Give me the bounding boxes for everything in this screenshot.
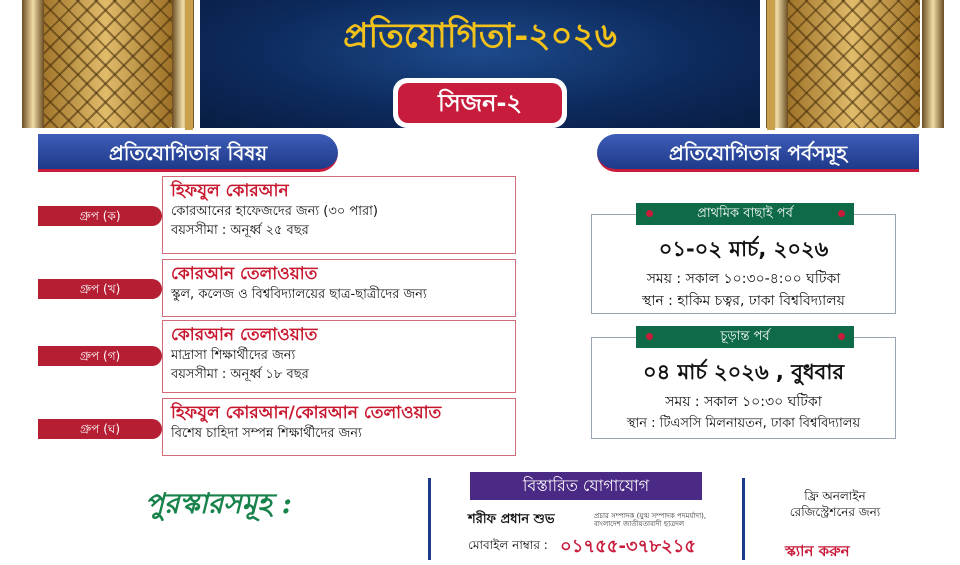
bullet-dot <box>646 210 653 217</box>
header-banner <box>0 0 960 130</box>
prelim-date: ০১-০২ মার্চ, ২০২৬ <box>658 237 829 261</box>
divider-line <box>742 478 745 560</box>
bullet-dot <box>838 210 845 217</box>
prelim-time: সময় : সকাল ১০:৩০-৪:০০ ঘটিকা <box>646 271 841 287</box>
prizes-title: পুরস্কারসমূহ : <box>145 487 292 520</box>
final-time: সময় : সকাল ১০:৩০ ঘটিকা <box>665 394 822 410</box>
bullet-dot <box>646 333 653 340</box>
contact-role: প্রচার সম্পাদক (যুগ্ম সম্পাদক পদমর্যাদা), বাংলাদেশ জাতীয়তাবাদী ছাত্রদল <box>594 512 707 528</box>
group-title: কোরআন তেলাওয়াত <box>171 264 318 284</box>
group-desc: বয়সসীমা : অনূর্ধ্ব ২৫ বছর <box>171 223 309 238</box>
group-title: হিফযুল কোরআন <box>171 181 289 201</box>
group-tag-ka: গ্রুপ (ক) <box>38 206 162 226</box>
contact-mobile: ০১৭৫৫-৩৭৮২১৫ <box>560 536 697 557</box>
registration-text: ফ্রি অনলাইন রেজিস্ট্রেশনের জন্য <box>789 489 881 519</box>
group-card-ga <box>162 320 516 393</box>
subjects-heading: প্রতিযোগিতার বিষয় <box>38 134 338 172</box>
prelim-stage-card <box>591 214 896 314</box>
group-card-kha <box>162 259 516 317</box>
divider-line <box>428 478 431 560</box>
group-tag-gha: গ্রুপ (ঘ) <box>38 419 162 439</box>
group-desc: কোরআনের হাফেজদের জন্য (৩০ পারা) <box>171 204 378 219</box>
group-card-ka <box>162 176 516 254</box>
group-tag-ga: গ্রুপ (গ) <box>38 346 162 366</box>
scan-text: স্ক্যান করুন <box>785 542 850 560</box>
pillar-decoration-right <box>922 0 944 128</box>
season-label: সিজন-২ <box>398 83 562 123</box>
group-title: কোরআন তেলাওয়াত <box>171 325 318 345</box>
group-desc: বিশেষ চাহিদা সম্পন্ন শিক্ষার্থীদের জন্য <box>171 426 362 441</box>
group-desc: স্কুল, কলেজ ও বিশ্ববিদ্যালয়ের ছাত্র-ছাত্রীদের জন্য <box>171 287 427 302</box>
prelim-venue: স্থান : হাকিম চত্বর, ঢাকা বিশ্ববিদ্যালয় <box>642 293 845 309</box>
lattice-decoration-right <box>785 0 920 128</box>
final-venue: স্থান : টিএসসি মিলনায়তন, ঢাকা বিশ্ববিদ্যালয় <box>626 416 861 431</box>
contact-heading: বিস্তারিত যোগাযোগ <box>470 472 702 500</box>
final-stage-tag: চূড়ান্ত পর্ব <box>636 326 854 348</box>
banner-title: প্রতিযোগিতা-২০২৬ <box>343 16 617 56</box>
group-tag-kha: গ্রুপ (খ) <box>38 279 162 299</box>
final-date: ০৪ মার্চ ২০২৬ , বুধবার <box>643 360 844 384</box>
bullet-dot <box>838 333 845 340</box>
lattice-decoration-left <box>38 0 173 128</box>
group-desc: মাদ্রাসা শিক্ষার্থীদের জন্য <box>171 348 296 363</box>
stages-heading: প্রতিযোগিতার পর্বসমূহ <box>597 134 919 172</box>
group-card-gha <box>162 398 516 456</box>
pillar-decoration-left <box>22 0 44 128</box>
group-desc: বয়সসীমা : অনূর্ধ্ব ১৮ বছর <box>171 367 309 382</box>
contact-name: শরীফ প্রধান শুভ <box>468 512 555 527</box>
final-stage-card <box>591 337 896 439</box>
season-badge <box>393 78 567 128</box>
prelim-stage-tag: প্রাথমিক বাছাই পর্ব <box>636 203 854 225</box>
group-title: হিফযুল কোরআন/কোরআন তেলাওয়াত <box>171 403 442 423</box>
contact-mobile-label: মোবাইল নাম্বার : <box>468 538 548 552</box>
